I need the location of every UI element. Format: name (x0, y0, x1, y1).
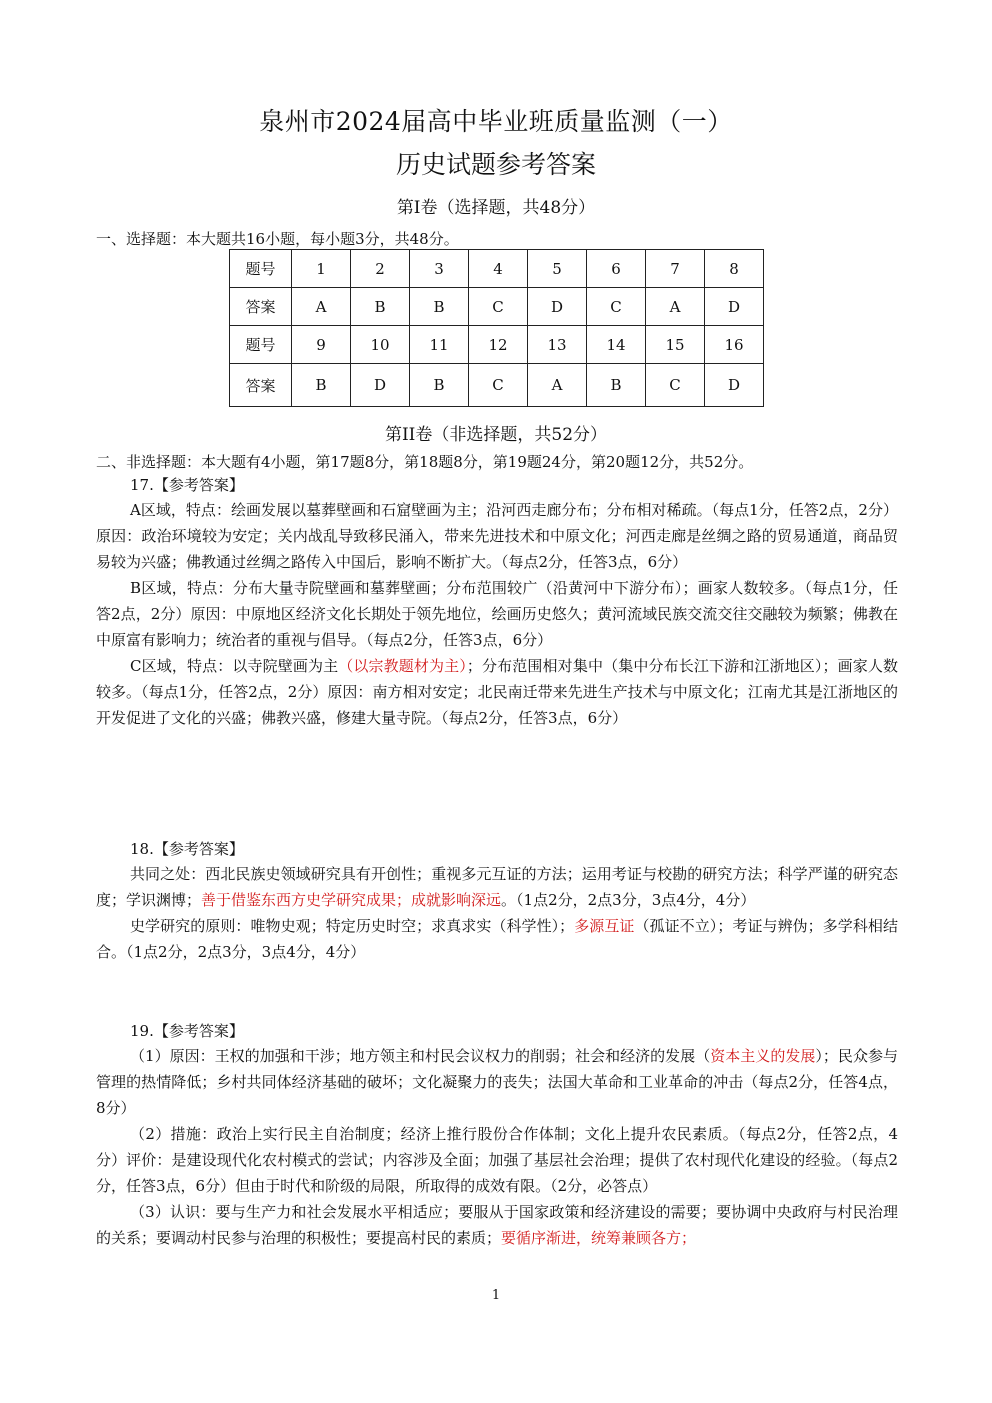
table-cell: C (469, 364, 528, 407)
section2-title: 第II卷（非选择题，共52分） (384, 425, 608, 445)
table-cell: C (469, 288, 528, 326)
table-cell: B (410, 288, 469, 326)
q19-answer (96, 1043, 898, 1251)
text-run: ）；民众参与管理的热情降低；乡村共同体经济基础的破坏；文化凝聚力的丧失；法国大革命和工业革命的冲击（每点2分，任答4点，8分） (96, 1047, 898, 1117)
table-cell: D (705, 288, 764, 326)
table-cell: A (646, 288, 705, 326)
table-label-ans: 答案 (230, 288, 292, 326)
highlight-text: 资本主义的发展 (710, 1047, 816, 1065)
text-run: （1）原因：王权的加强和干涉；地方领主和村民会议权力的削弱；社会和经济的发展（ (130, 1047, 711, 1065)
table-cell: 13 (528, 326, 587, 364)
highlight-text: （以宗教题材为主） (338, 657, 467, 675)
table-cell: D (351, 364, 410, 407)
text-run: 共同之处：西北民族史领域研究具有开创性；重视多元互证的方法；运用考证与校勘的研究方法；科学严谨的研究态度；学识渊博； (96, 865, 898, 909)
q18-principles (96, 913, 898, 965)
q18-heading: 18.【参考答案】 (130, 840, 244, 858)
table-cell: A (292, 288, 351, 326)
text-run: （孤证不立）；考证与辨伪；多学科相结合。（1点2分，2点3分，3点4分，4分） (96, 917, 898, 961)
table-cell: D (528, 288, 587, 326)
table-cell: B (292, 364, 351, 407)
q17-heading: 17.【参考答案】 (130, 476, 244, 494)
table-cell: 15 (646, 326, 705, 364)
text-run: （3）认识：要与生产力和社会发展水平相适应；要服从于国家政策和经济建设的需要；要协调中央政府与村民治理的关系；要调动村民参与治理的积极性；要提高村民的素质； (96, 1203, 898, 1247)
q19-part1 (96, 1043, 898, 1121)
table-cell: 2 (351, 250, 410, 288)
table-cell: 9 (292, 326, 351, 364)
q18-answer (96, 861, 898, 965)
q19-part3 (96, 1199, 898, 1251)
table-cell: 16 (705, 326, 764, 364)
table-row (230, 364, 764, 407)
q17-region-a: A区域，特点：绘画发展以墓葬壁画和石窟壁画为主；沿河西走廊分布；分布相对稀疏。（每点1分，任答2点，2分）原因：政治环境较为安定；关内战乱导致移民涌入，带来先进技术和中原文化；河西走廊是丝绸之路的贸易通道，商品贸易较为兴盛；佛教通过丝绸之路传入中国后，影响不断扩大。（每点2分，任答3点，6分） (96, 501, 898, 571)
table-cell: B (351, 288, 410, 326)
q17-answer (96, 497, 898, 731)
text-run: 。（1点2分，2点3分，3点4分，4分） (501, 891, 756, 909)
q18-common-points (96, 861, 898, 913)
q19-part2: （2）措施：政治上实行民主自治制度；经济上推行股份合作体制；文化上提升农民素质。（每点2分，任答2点，4分）评价：是建设现代化农村模式的尝试；内容涉及全面；加强了基层社会治理；提供了农村现代化建设的经验。（每点2分，任答3点，6分）但由于时代和阶级的局限，所取得的成效有限。（2分，必答点） (96, 1125, 898, 1195)
table-label-ans: 答案 (230, 364, 292, 407)
table-cell: 4 (469, 250, 528, 288)
table-cell: 8 (705, 250, 764, 288)
table-cell: 14 (587, 326, 646, 364)
table-cell: 11 (410, 326, 469, 364)
highlight-text: 善于借鉴东西方史学研究成果；成就影响深远 (201, 891, 502, 909)
text-run: C区域，特点：以寺院壁画为主 (130, 657, 339, 675)
document-subtitle: 历史试题参考答案 (395, 150, 596, 179)
document-title: 泉州市2024届高中毕业班质量监测（一） (259, 107, 733, 136)
table-cell: 7 (646, 250, 705, 288)
table-cell: 6 (587, 250, 646, 288)
section1-instructions: 一、选择题：本大题共16小题，每小题3分，共48分。 (96, 230, 459, 248)
table-label-no: 题号 (230, 250, 292, 288)
table-cell: 5 (528, 250, 587, 288)
text-run: 史学研究的原则：唯物史观；特定历史时空；求真求实（科学性）； (130, 917, 575, 935)
table-cell: B (587, 364, 646, 407)
table-cell: 12 (469, 326, 528, 364)
section2-instructions: 二、非选择题：本大题有4小题，第17题8分，第18题8分，第19题24分，第20题12分，共52分。 (96, 453, 754, 471)
table-cell: C (646, 364, 705, 407)
q19-heading: 19.【参考答案】 (130, 1022, 244, 1040)
table-row (230, 288, 764, 326)
table-cell: 10 (351, 326, 410, 364)
table-cell: 3 (410, 250, 469, 288)
table-cell: B (410, 364, 469, 407)
answer-table (229, 249, 764, 407)
text-run: ；分布范围相对集中（集中分布长江下游和江浙地区）；画家人数较多。（每点1分，任答2点，2分）原因：南方相对安定；北民南迁带来先进生产技术与中原文化；江南尤其是江浙地区的开发促进了文化的兴盛；佛教兴盛，修建大量寺院。（每点2分，任答3点，6分） (96, 657, 898, 727)
table-cell: A (528, 364, 587, 407)
highlight-text: 要循序渐进，统筹兼顾各方； (501, 1229, 697, 1247)
section1-title: 第I卷（选择题，共48分） (396, 198, 596, 218)
highlight-text: 多源互证 (574, 917, 635, 935)
table-cell: D (705, 364, 764, 407)
table-row (230, 326, 764, 364)
table-cell: C (587, 288, 646, 326)
table-label-no: 题号 (230, 326, 292, 364)
table-cell: 1 (292, 250, 351, 288)
q17-region-b: B区域，特点：分布大量寺院壁画和墓葬壁画；分布范围较广（沿黄河中下游分布）；画家人数较多。（每点1分，任答2点，2分）原因：中原地区经济文化长期处于领先地位，绘画历史悠久；黄河流域民族交流交往交融较为频繁；佛教在中原富有影响力；统治者的重视与倡导。（每点2分，任答3点，6分） (96, 579, 898, 649)
table-row (230, 250, 764, 288)
q17-region-c (96, 653, 898, 731)
page-number: 1 (491, 1288, 501, 1303)
